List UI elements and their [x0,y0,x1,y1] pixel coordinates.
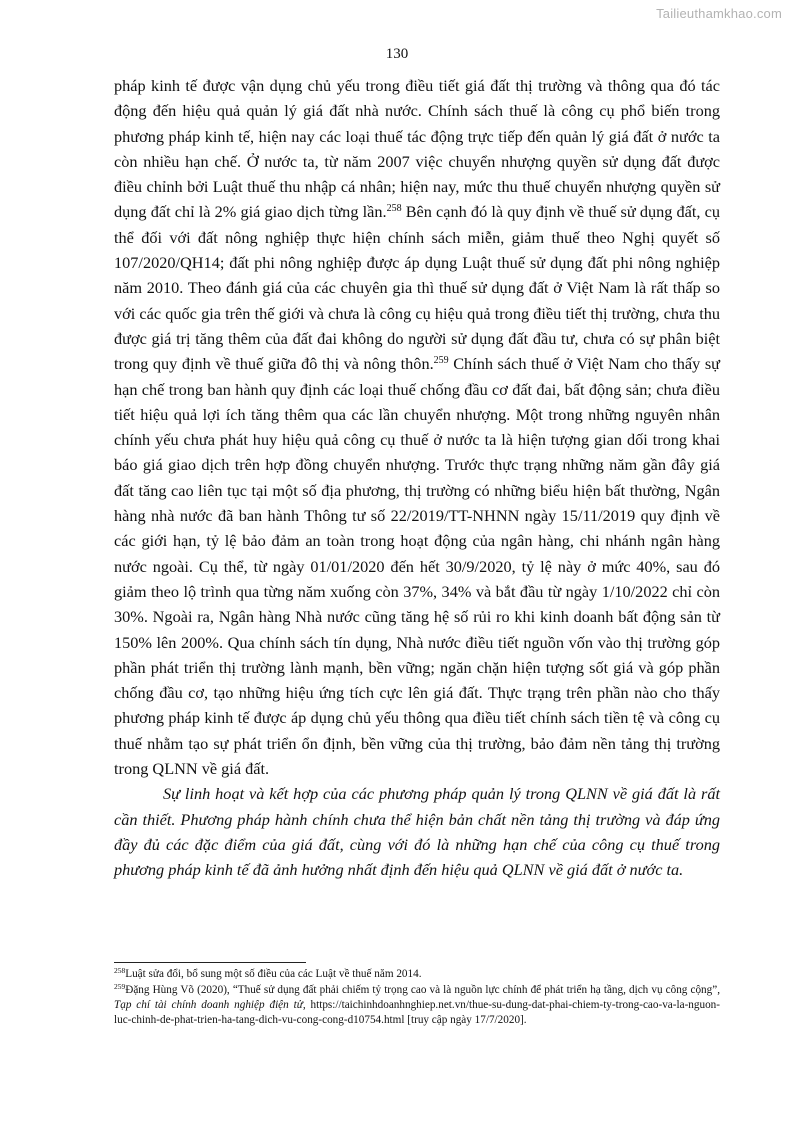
paragraph-1 [114,73,720,781]
footnote-divider [114,962,306,963]
footnote-258 [114,967,720,982]
page-number: 130 [385,46,409,62]
footnote-url-text[interactable]: https://taichinhdoanhnghiep.net.vn/thue-su-dung-dat-phai-chiem-ty-trong-cao-va-la-nguon-luc-chinh-de-phat-trien-ha-tang-dich-vu-cong-cong-d10754.html [truy cập ngày 17/7/2020]. [114,999,720,1026]
footnote-text: Luật sửa đổi, bổ sung một số điều của các Luật về thuế năm 2014. [125,968,422,980]
footnote-ref-259[interactable]: 259 [433,355,449,367]
watermark-text: Tailieuthamkhao.com [656,6,782,21]
paragraph-1-part-c: Chính sách thuế ở Việt Nam cho thấy sự hạn chế trong ban hành quy định các loại thuế chống đầu cơ đất đai, bất động sản; chưa điều tiết hiệu quả lợi ích tăng thêm qua các lần chuyển nhượng. Một trong những nguyên nhân chính yếu chưa phát huy hiệu quả công cụ thuế ở nước ta là hiện tượng gian dối trong khai báo giá giao dịch trên hợp đồng chuyển nhượng. Trước thực trạng những năm gần đây giá đất tăng cao liên tục tại một số địa phương, thị trường có những biểu hiện bất thường, Ngân hàng nhà nước đã ban hành Thông tư số 22/2019/TT-NHNN ngày 15/11/2019 quy định về các giới hạn, tỷ lệ bảo đảm an toàn trong hoạt động của ngân hàng, chi nhánh ngân hàng nước ngoài. Cụ thể, từ ngày 01/01/2020 đến hết 30/9/2020, tỷ lệ này ở mức 40%, sau đó giảm theo lộ trình qua từng năm xuống còn 37%, 34% và bắt đầu từ ngày 1/10/2022 chỉ còn 30%. Ngoài ra, Ngân hàng Nhà nước cũng tăng hệ số rủi ro khi kinh doanh bất động sản từ 150% lên 200%. Qua chính sách tín dụng, Nhà nước điều tiết nguồn vốn vào thị trường góp phần phát triển thị trường lành mạnh, bền vững; ngăn chặn hiện tượng sốt giá và góp phần chống đầu cơ, tạo những hiệu ứng tích cực lên giá đất. Thực trạng trên phần nào cho thấy phương pháp kinh tế được áp dụng chủ yếu thông qua điều tiết chính sách tiền tệ và công cụ thuế nhằm tạo sự phát triển ổn định, bền vững của thị trường, bảo đảm nền tảng thị trường trong QLNN về giá đất. [114,354,720,779]
paragraph-2-italic: Sự linh hoạt và kết hợp của các phương pháp quản lý trong QLNN về giá đất là rất cần thiết. Phương pháp hành chính chưa thể hiện bản chất nền tảng thị trường và đáp ứng đầy đủ các đặc điểm của giá đất, cùng với đó là những hạn chế của công cụ thuế trong phương pháp kinh tế đã ảnh hưởng nhất định đến hiệu quả QLNN về giá đất ở nước ta. [114,784,720,880]
paragraph-1-part-b: Bên cạnh đó là quy định về thuế sử dụng đất, cụ thể đối với đất nông nghiệp thực hiện chính sách miễn, giảm thuế theo Nghị quyết số 107/2020/QH14; đất phi nông nghiệp được áp dụng Luật thuế sử dụng đất phi nông nghiệp năm 2010. Theo đánh giá của các chuyên gia thì thuế sử dụng đất ở Việt Nam là rất thấp so với các quốc gia trên thế giới và chưa là công cụ hiệu quả trong điều tiết thị trường, chưa thu được giá trị tăng thêm của đất đai không do người sử dụng đất đầu tư, chưa có sự phân biệt trong quy định về thuế giữa đô thị và nông thôn. [114,202,720,374]
main-body [114,73,720,883]
footnote-259 [114,983,720,1028]
paragraph-1-part-a: pháp kinh tế được vận dụng chủ yếu trong điều tiết giá đất thị trường và thông qua đó tác động đến hiệu quả quản lý giá đất nhà nước. Chính sách thuế là công cụ phổ biến trong phương pháp kinh tế, hiện nay các loại thuế tác động trực tiếp đến quản lý giá đất ở nước ta còn nhiều hạn chế. Ở nước ta, từ năm 2007 việc chuyển nhượng quyền sử dụng đất được điều chỉnh bởi Luật thuế thu nhập cá nhân; hiện nay, mức thu thuế chuyển nhượng quyền sử dụng đất chỉ là 2% giá giao dịch từng lần. [114,76,720,222]
footnote-number: 259 [114,982,126,991]
footnote-number: 258 [114,966,126,975]
footnotes-section [114,967,720,1029]
footnote-ref-258[interactable]: 258 [386,203,402,215]
footnote-text: Đặng Hùng Võ (2020), “Thuế sử dụng đất phải chiếm tỷ trọng cao và là nguồn lực chính để phát triển hạ tầng, dịch vụ công cộng”, [125,984,720,996]
footnote-journal-title: Tạp chí tài chính doanh nghiệp điện tử, [114,999,306,1011]
